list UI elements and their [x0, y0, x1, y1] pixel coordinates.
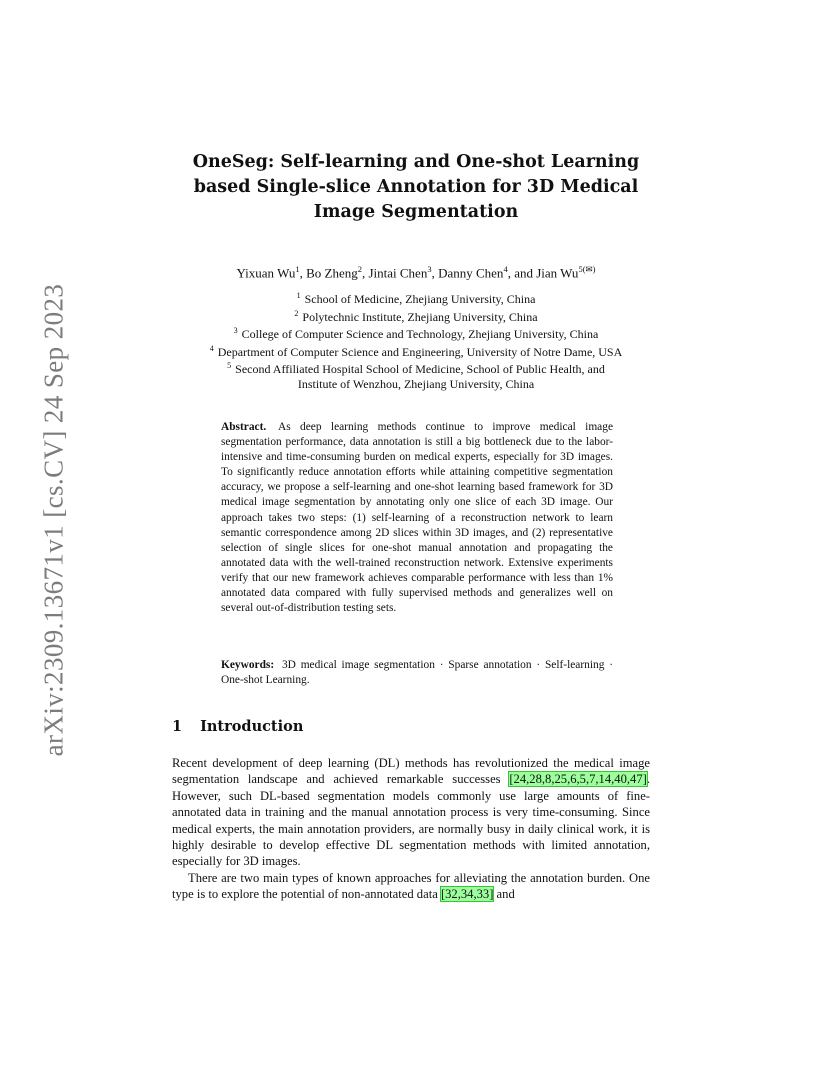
- affiliation-mark: 5: [227, 361, 232, 371]
- author-separator: ,: [431, 265, 439, 281]
- arxiv-side-stamp: arXiv:2309.13671v1 [cs.CV] 24 Sep 2023: [38, 283, 69, 757]
- affiliation-item: [150, 377, 682, 392]
- paragraph-text: and: [493, 887, 515, 902]
- affiliation-item: [150, 342, 682, 360]
- title-line-3: Image Segmentation: [313, 202, 519, 222]
- title-line-2: based Single-slice Annotation for 3D Medical: [193, 177, 639, 197]
- affiliation-text: College of Computer Science and Technology, Zhejiang University, China: [241, 327, 599, 342]
- keywords: [221, 658, 613, 688]
- section-heading: [172, 718, 303, 735]
- author-affil-mark: 5(✉): [578, 264, 596, 274]
- paragraph-text: . However, such DL-based segmentation models commonly use large amounts of fine-annotated data in training and the manual annotation process is very time-consuming. Since medical experts, the main annotation providers, are normally busy in daily clinical work, it is highly desirable to develop effective DL segmentation methods with limited annotation, especially for 3D images.: [172, 772, 650, 869]
- author-name: Bo Zheng: [306, 265, 358, 281]
- author-and: and: [514, 265, 537, 281]
- affiliation-text: Second Affiliated Hospital School of Medicine, School of Public Health, and: [235, 362, 605, 377]
- paper-title: [150, 150, 682, 225]
- affiliation-mark: 1: [296, 291, 301, 300]
- author-name: Jintai Chen: [368, 265, 428, 281]
- citation-link[interactable]: [32,34,33]: [440, 887, 494, 902]
- citation-link[interactable]: [24,28,8,25,6,5,7,14,40,47]: [509, 772, 647, 787]
- affiliation-item: [150, 289, 682, 307]
- author-name: Jian Wu: [536, 265, 579, 281]
- abstract: [221, 420, 613, 616]
- author-separator: ,: [361, 265, 369, 281]
- keywords-label: Keywords:: [221, 659, 275, 671]
- affiliation-mark: 4: [209, 343, 214, 353]
- keywords-text: 3D medical image segmentation · Sparse annotation · Self-learning · One-shot Learning.: [221, 659, 613, 687]
- author-name: Danny Chen: [438, 265, 504, 281]
- title-line-1: OneSeg: Self-learning and One-shot Learning: [192, 152, 640, 172]
- affiliation-item: [150, 324, 682, 342]
- paragraph-text: There are two main types of known approaches for alleviating the annotation burden. One type is to explore the potential of non-annotated data: [172, 870, 650, 902]
- author-affil-mark: 3: [427, 264, 432, 274]
- abstract-text: As deep learning methods continue to improve medical image segmentation performance, data annotation is still a big bottleneck due to the labor-intensive and time-consuming burden on medical experts, especially for 3D images. To significantly reduce annotation efforts while attaining competitive segmentation accuracy, we propose a self-learning and one-shot learning based framework for 3D medical image segmentation by annotating only one slice of each 3D image. Our approach takes two steps: (1) self-learning of a reconstruction network to learn semantic correspondence among 2D slices within 3D images, and (2) representative selection of single slices for one-shot manual annotation and propagating the annotated data with the well-trained reconstruction network. Extensive experiments verify that our new framework achieves comparable performance with less than 1% annotated data compared with fully supervised methods and generalizes well on several out-of-distribution testing sets.: [221, 421, 613, 615]
- author-affil-mark: 4: [503, 264, 508, 274]
- author-separator: ,: [299, 265, 307, 281]
- affiliation-list: [150, 289, 682, 392]
- author-name: Yixuan Wu: [236, 265, 296, 281]
- author-list: [150, 260, 682, 282]
- affiliation-text: School of Medicine, Zhejiang University, China: [304, 292, 536, 306]
- affiliation-text: Institute of Wenzhou, Zhejiang University, China: [297, 376, 535, 391]
- affiliation-text: Department of Computer Science and Engineering, University of Notre Dame, USA: [217, 344, 623, 359]
- affiliation-item: [150, 307, 682, 325]
- paragraph-text: Recent development of deep learning (DL) methods has revolutionized the medical image segmentation landscape and achieved remarkable successes: [172, 756, 650, 787]
- intro-paragraph-1: [172, 755, 650, 870]
- author-affil-mark: 1: [295, 264, 300, 274]
- affiliation-item: [150, 359, 682, 377]
- abstract-label: Abstract.: [221, 421, 267, 433]
- affiliation-mark: 2: [294, 308, 299, 318]
- section-number: 1: [172, 718, 183, 735]
- affiliation-mark: 3: [233, 326, 238, 336]
- author-affil-mark: 2: [357, 264, 362, 274]
- section-title: Introduction: [200, 718, 304, 735]
- affiliation-text: Polytechnic Institute, Zhejiang University, China: [302, 309, 538, 324]
- author-separator: ,: [507, 265, 515, 281]
- intro-body: [172, 755, 650, 903]
- intro-paragraph-2: [172, 870, 650, 903]
